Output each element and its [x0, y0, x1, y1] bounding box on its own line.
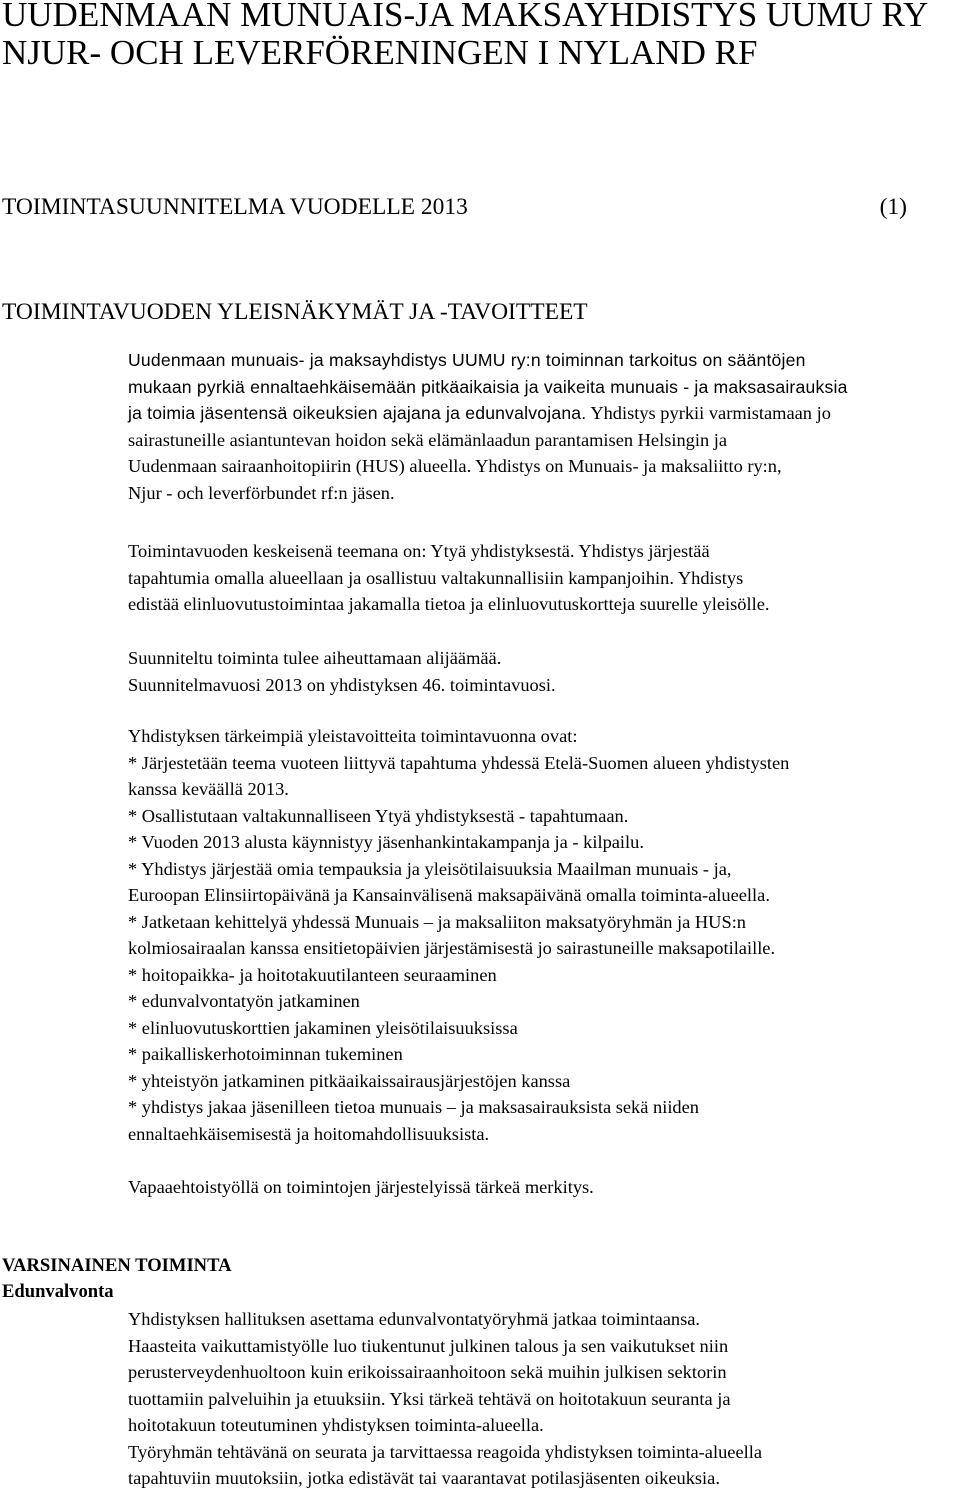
goal-item: * hoitopaikka- ja hoitotakuutilanteen seuraaminen: [128, 964, 497, 985]
organization-title: [2, 0, 952, 72]
goal-item: * yhteistyön jatkaminen pitkäaikaissairausjärjestöjen kanssa: [128, 1070, 571, 1091]
goal-item: * Osallistutaan valtakunnalliseen Ytyä yhdistyksestä - tapahtumaan.: [128, 805, 629, 826]
advocacy-subheading: Edunvalvonta: [2, 1281, 114, 1302]
intro-paragraph: [128, 347, 960, 506]
intro-line: mukaan pyrkiä ennaltaehkäisemään pitkäaikaisia ja vaikeita munuais - ja maksasairauksia: [128, 376, 848, 397]
org-name-swedish: NJUR- OCH LEVERFÖRENINGEN I NYLAND RF: [2, 33, 758, 72]
intro-line: Njur - och leverförbundet rf:n jäsen.: [128, 482, 395, 503]
budget-line: Suunnitelmavuosi 2013 on yhdistyksen 46. toimintavuosi.: [128, 674, 556, 695]
intro-line-part: ja toimia jäsentensä oikeuksien ajajana ja edunvalvojana.: [128, 403, 587, 423]
volunteer-paragraph: [128, 1174, 960, 1201]
advocacy-line: hoitotakuun toteutuminen yhdistyksen toiminta-alueella.: [128, 1415, 544, 1435]
intro-line: [128, 400, 960, 427]
goal-item: * Järjestetään teema vuoteen liittyvä tapahtuma yhdessä Etelä-Suomen alueen yhdistysten: [128, 752, 790, 773]
goals-heading: Yhdistyksen tärkeimpiä yleistavoitteita toimintavuonna ovat:: [128, 726, 578, 746]
intro-line-part: Yhdistys pyrkii varmistamaan jo: [590, 403, 831, 423]
goal-item: kanssa keväällä 2013.: [128, 779, 289, 799]
plan-title: TOIMINTASUUNNITELMA VUODELLE 2013: [2, 194, 468, 220]
page-number: (1): [879, 194, 907, 220]
goal-item: * elinluovutuskorttien jakaminen yleisötilaisuuksissa: [128, 1017, 518, 1038]
goal-item: * paikalliskerhotoiminnan tukeminen: [128, 1044, 403, 1064]
goals-list: [128, 723, 960, 1147]
advocacy-paragraph: [128, 1306, 960, 1492]
volunteer-line: Vapaaehtoistyöllä on toimintojen järjestelyissä tärkeä merkitys.: [128, 1177, 594, 1197]
intro-line: Uudenmaan sairaanhoitopiirin (HUS) alueella. Yhdistys on Munuais- ja maksaliitto ry:n,: [128, 456, 782, 476]
goal-item: * edunvalvontatyön jatkaminen: [128, 991, 360, 1011]
theme-line: edistää elinluovutustoimintaa jakamalla tietoa ja elinluovutuskortteja suurelle yleisölle.: [128, 594, 770, 614]
plan-title-row: [2, 193, 907, 221]
goal-item: ennaltaehkäisemisestä ja hoitomahdollisuuksista.: [128, 1123, 490, 1144]
goal-item: * Yhdistys järjestää omia tempauksia ja yleisötilaisuuksia Maailman munuais - ja,: [128, 858, 732, 879]
main-activity-heading: VARSINAINEN TOIMINTA: [2, 1255, 232, 1276]
intro-line: sairastuneille asiantuntevan hoidon sekä elämänlaadun parantamisen Helsingin ja: [128, 429, 728, 450]
goal-item: * Vuoden 2013 alusta käynnistyy jäsenhankintakampanja ja - kilpailu.: [128, 832, 644, 852]
overview-heading: TOIMINTAVUODEN YLEISNÄKYMÄT JA -TAVOITTEET: [2, 299, 588, 325]
goal-item: kolmiosairaalan kanssa ensitietopäivien järjestämisestä jo sairastuneille maksapotilaille.: [128, 938, 776, 958]
budget-paragraph: [128, 645, 960, 698]
goal-item: * Jatketaan kehittelyä yhdessä Munuais – ja maksaliiton maksatyöryhmän ja HUS:n: [128, 911, 746, 932]
goal-item: Euroopan Elinsiirtopäivänä ja Kansainvälisenä maksapäivänä omalla toiminta-alueella.: [128, 885, 770, 905]
goal-item: * yhdistys jakaa jäsenilleen tietoa munuais – ja maksasairauksista sekä niiden: [128, 1097, 699, 1117]
advocacy-line: Haasteita vaikuttamistyölle luo tiukentunut julkinen talous ja sen vaikutukset niin: [128, 1335, 729, 1356]
advocacy-line: tapahtuviin muutoksiin, jotka edistävät tai vaarantavat potilasjäsenten oikeuksia.: [128, 1468, 720, 1488]
intro-line: Uudenmaan munuais- ja maksayhdistys UUMU ry:n toiminnan tarkoitus on sääntöjen: [128, 350, 806, 370]
advocacy-line: Yhdistyksen hallituksen asettama edunvalvontatyöryhmä jatkaa toimintaansa.: [128, 1309, 701, 1329]
advocacy-line: perusterveydenhuoltoon kuin erikoissairaanhoitoon sekä muihin julkisen sektorin: [128, 1362, 727, 1382]
theme-line: tapahtumia omalla alueellaan ja osallistuu valtakunnallisiin kampanjoihin. Yhdistys: [128, 567, 744, 588]
org-name-finnish: UUDENMAAN MUNUAIS-JA MAKSAYHDISTYS UUMU RY: [2, 0, 929, 34]
budget-line: Suunniteltu toiminta tulee aiheuttamaan alijäämää.: [128, 648, 502, 668]
advocacy-line: Työryhmän tehtävänä on seurata ja tarvittaessa reagoida yhdistyksen toiminta-alueella: [128, 1441, 762, 1462]
theme-line: Toimintavuoden keskeisenä teemana on: Ytyä yhdistyksestä. Yhdistys järjestää: [128, 541, 710, 561]
theme-paragraph: [128, 538, 960, 618]
advocacy-line: tuottamiin palveluihin ja etuuksiin. Yksi tärkeä tehtävä on hoitotakuun seuranta ja: [128, 1388, 731, 1409]
